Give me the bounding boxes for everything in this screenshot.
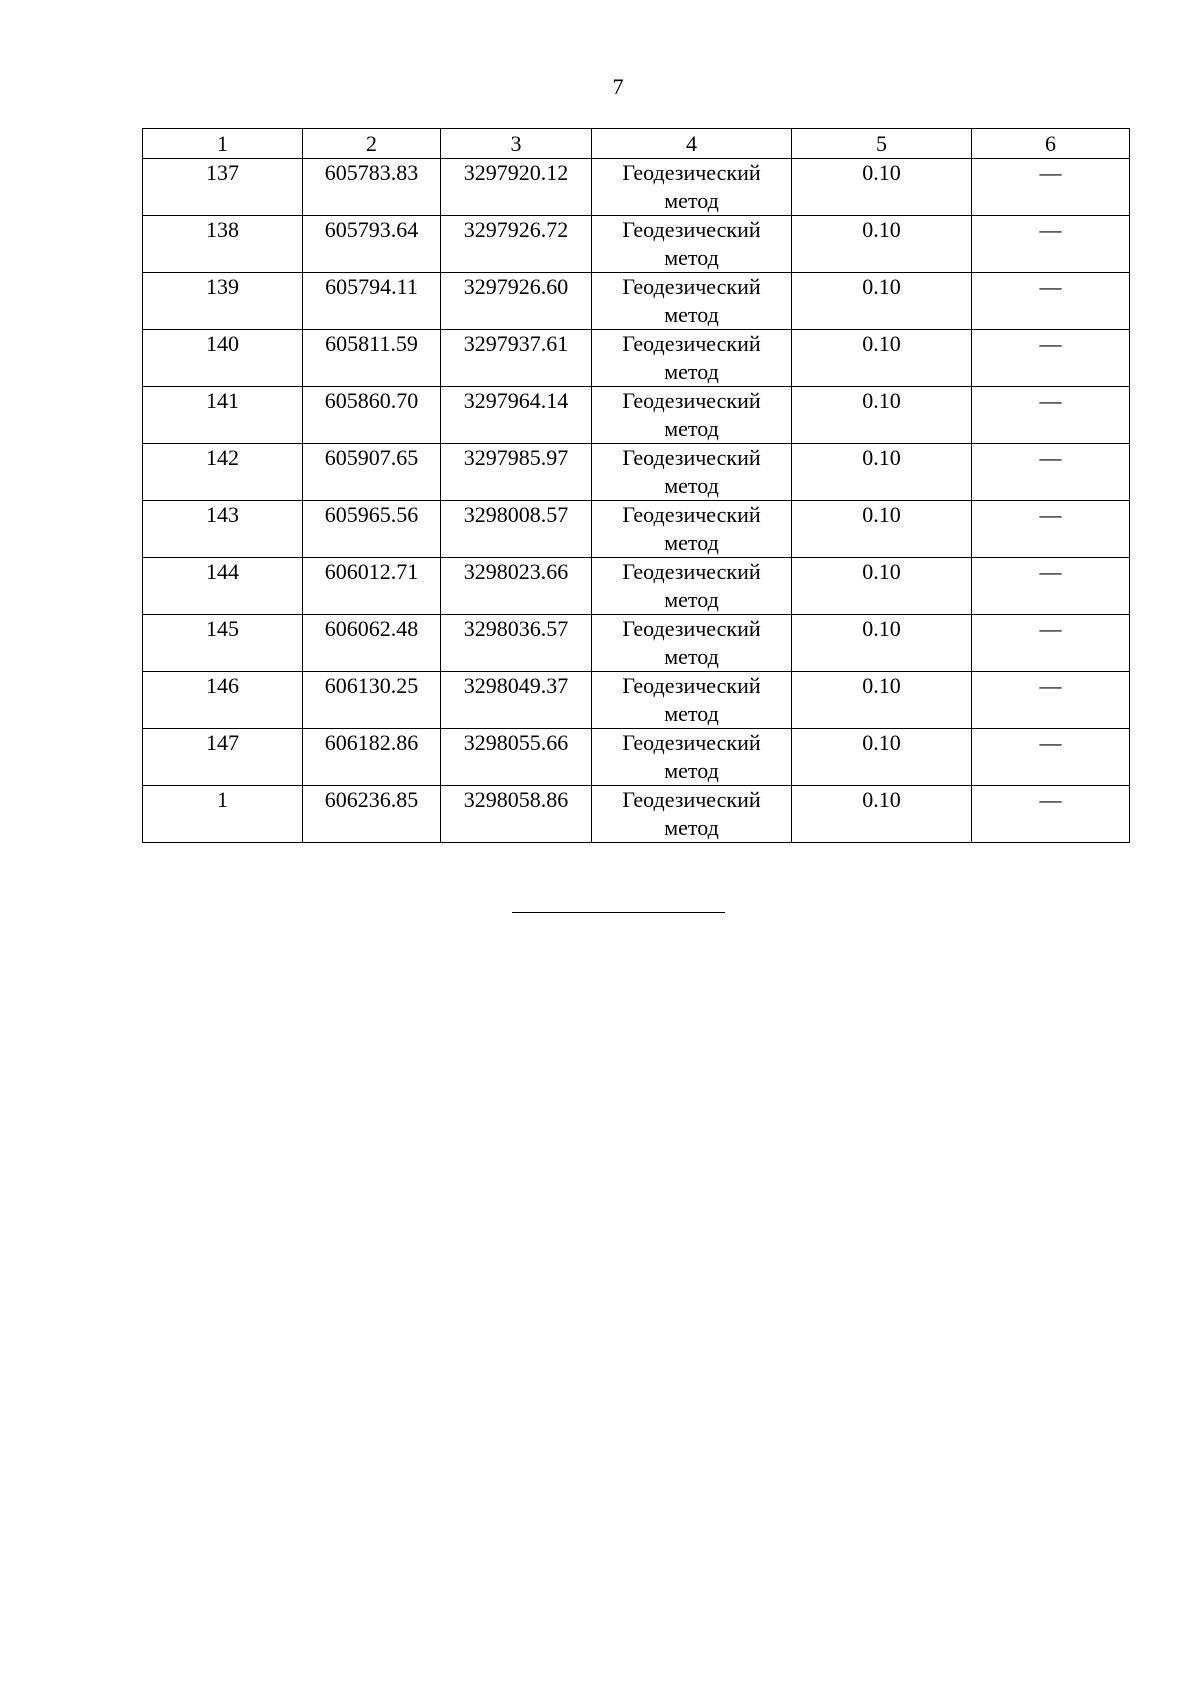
x-coordinate-cell: 605907.65 bbox=[303, 444, 441, 501]
note-cell: — bbox=[972, 159, 1130, 216]
method-cell bbox=[592, 444, 792, 501]
column-header: 4 bbox=[592, 129, 792, 159]
y-coordinate-cell: 3298036.57 bbox=[441, 615, 592, 672]
note-cell: — bbox=[972, 558, 1130, 615]
column-header: 5 bbox=[792, 129, 972, 159]
y-coordinate-cell: 3298055.66 bbox=[441, 729, 592, 786]
method-line-2: метод bbox=[664, 701, 719, 726]
method-line-1: Геодезический bbox=[622, 787, 761, 812]
y-coordinate-cell: 3298049.37 bbox=[441, 672, 592, 729]
table-row bbox=[143, 501, 1130, 558]
method-line-1: Геодезический bbox=[622, 160, 761, 185]
method-cell bbox=[592, 159, 792, 216]
accuracy-cell: 0.10 bbox=[792, 330, 972, 387]
table-row bbox=[143, 444, 1130, 501]
method-line-1: Геодезический bbox=[622, 559, 761, 584]
y-coordinate-cell: 3297926.72 bbox=[441, 216, 592, 273]
point-number-cell: 140 bbox=[143, 330, 303, 387]
note-cell: — bbox=[972, 330, 1130, 387]
y-coordinate-cell: 3297964.14 bbox=[441, 387, 592, 444]
note-cell: — bbox=[972, 672, 1130, 729]
note-cell: — bbox=[972, 273, 1130, 330]
method-line-1: Геодезический bbox=[622, 331, 761, 356]
page-number: 7 bbox=[612, 74, 624, 99]
note-cell: — bbox=[972, 615, 1130, 672]
x-coordinate-cell: 605794.11 bbox=[303, 273, 441, 330]
table-row bbox=[143, 273, 1130, 330]
point-number-cell: 147 bbox=[143, 729, 303, 786]
y-coordinate-cell: 3297926.60 bbox=[441, 273, 592, 330]
table-row bbox=[143, 672, 1130, 729]
method-line-2: метод bbox=[664, 758, 719, 783]
column-header: 1 bbox=[143, 129, 303, 159]
coordinates-table bbox=[142, 128, 1130, 843]
y-coordinate-cell: 3297920.12 bbox=[441, 159, 592, 216]
method-line-2: метод bbox=[664, 188, 719, 213]
method-cell bbox=[592, 330, 792, 387]
table-row bbox=[143, 615, 1130, 672]
x-coordinate-cell: 605965.56 bbox=[303, 501, 441, 558]
note-cell: — bbox=[972, 786, 1130, 843]
x-coordinate-cell: 606012.71 bbox=[303, 558, 441, 615]
column-header: 2 bbox=[303, 129, 441, 159]
x-coordinate-cell: 606062.48 bbox=[303, 615, 441, 672]
table-row bbox=[143, 159, 1130, 216]
accuracy-cell: 0.10 bbox=[792, 387, 972, 444]
table-row bbox=[143, 786, 1130, 843]
method-cell bbox=[592, 786, 792, 843]
note-cell: — bbox=[972, 216, 1130, 273]
point-number-cell: 139 bbox=[143, 273, 303, 330]
method-line-1: Геодезический bbox=[622, 616, 761, 641]
method-line-2: метод bbox=[664, 416, 719, 441]
method-cell bbox=[592, 729, 792, 786]
method-line-2: метод bbox=[664, 473, 719, 498]
method-line-2: метод bbox=[664, 815, 719, 840]
accuracy-cell: 0.10 bbox=[792, 729, 972, 786]
method-cell bbox=[592, 216, 792, 273]
accuracy-cell: 0.10 bbox=[792, 786, 972, 843]
point-number-cell: 141 bbox=[143, 387, 303, 444]
y-coordinate-cell: 3297937.61 bbox=[441, 330, 592, 387]
accuracy-cell: 0.10 bbox=[792, 558, 972, 615]
point-number-cell: 146 bbox=[143, 672, 303, 729]
point-number-cell: 144 bbox=[143, 558, 303, 615]
method-line-1: Геодезический bbox=[622, 217, 761, 242]
method-cell bbox=[592, 558, 792, 615]
note-cell: — bbox=[972, 387, 1130, 444]
accuracy-cell: 0.10 bbox=[792, 501, 972, 558]
table-row bbox=[143, 216, 1130, 273]
accuracy-cell: 0.10 bbox=[792, 216, 972, 273]
x-coordinate-cell: 605783.83 bbox=[303, 159, 441, 216]
y-coordinate-cell: 3298023.66 bbox=[441, 558, 592, 615]
table-row bbox=[143, 558, 1130, 615]
point-number-cell: 145 bbox=[143, 615, 303, 672]
x-coordinate-cell: 606130.25 bbox=[303, 672, 441, 729]
y-coordinate-cell: 3297985.97 bbox=[441, 444, 592, 501]
column-header: 6 bbox=[972, 129, 1130, 159]
accuracy-cell: 0.10 bbox=[792, 273, 972, 330]
point-number-cell: 142 bbox=[143, 444, 303, 501]
note-cell: — bbox=[972, 729, 1130, 786]
method-line-2: метод bbox=[664, 587, 719, 612]
method-cell bbox=[592, 273, 792, 330]
x-coordinate-cell: 605860.70 bbox=[303, 387, 441, 444]
method-line-2: метод bbox=[664, 302, 719, 327]
point-number-cell: 138 bbox=[143, 216, 303, 273]
end-of-document-rule bbox=[512, 912, 725, 913]
method-line-1: Геодезический bbox=[622, 445, 761, 470]
method-line-2: метод bbox=[664, 644, 719, 669]
method-line-2: метод bbox=[664, 530, 719, 555]
x-coordinate-cell: 606182.86 bbox=[303, 729, 441, 786]
y-coordinate-cell: 3298008.57 bbox=[441, 501, 592, 558]
method-cell bbox=[592, 615, 792, 672]
accuracy-cell: 0.10 bbox=[792, 159, 972, 216]
x-coordinate-cell: 606236.85 bbox=[303, 786, 441, 843]
x-coordinate-cell: 605793.64 bbox=[303, 216, 441, 273]
point-number-cell: 1 bbox=[143, 786, 303, 843]
method-line-1: Геодезический bbox=[622, 673, 761, 698]
table-header-row bbox=[143, 129, 1130, 159]
method-line-1: Геодезический bbox=[622, 388, 761, 413]
table-row bbox=[143, 729, 1130, 786]
method-line-2: метод bbox=[664, 245, 719, 270]
table-row bbox=[143, 330, 1130, 387]
method-line-1: Геодезический bbox=[622, 730, 761, 755]
method-cell bbox=[592, 672, 792, 729]
method-cell bbox=[592, 387, 792, 444]
accuracy-cell: 0.10 bbox=[792, 444, 972, 501]
accuracy-cell: 0.10 bbox=[792, 672, 972, 729]
y-coordinate-cell: 3298058.86 bbox=[441, 786, 592, 843]
x-coordinate-cell: 605811.59 bbox=[303, 330, 441, 387]
method-line-1: Геодезический bbox=[622, 274, 761, 299]
method-line-1: Геодезический bbox=[622, 502, 761, 527]
note-cell: — bbox=[972, 444, 1130, 501]
accuracy-cell: 0.10 bbox=[792, 615, 972, 672]
column-header: 3 bbox=[441, 129, 592, 159]
method-line-2: метод bbox=[664, 359, 719, 384]
method-cell bbox=[592, 501, 792, 558]
point-number-cell: 143 bbox=[143, 501, 303, 558]
table-row bbox=[143, 387, 1130, 444]
point-number-cell: 137 bbox=[143, 159, 303, 216]
note-cell: — bbox=[972, 501, 1130, 558]
